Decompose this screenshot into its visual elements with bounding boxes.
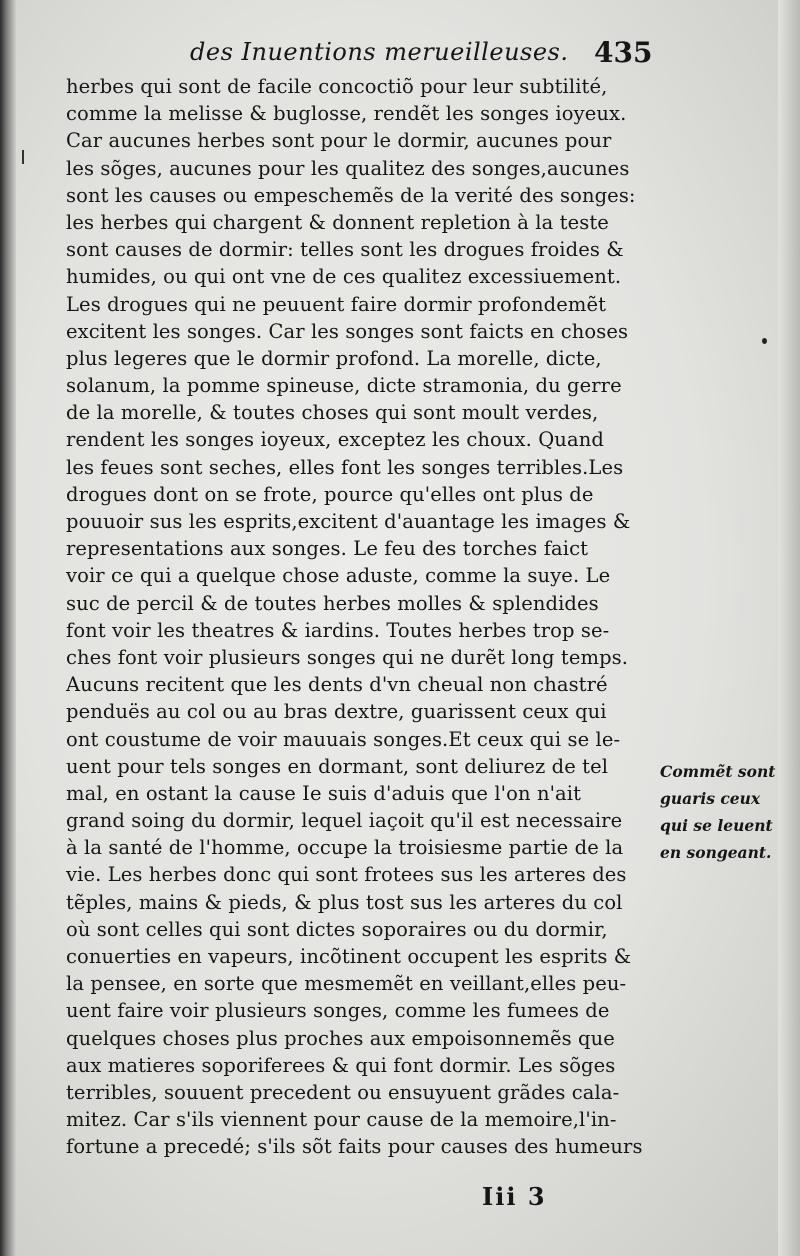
text-line: voir ce qui a quelque chose aduste, comme la suye. Le — [66, 564, 611, 588]
body-text — [66, 73, 656, 1161]
text-line: plus legeres que le dormir profond. La morelle, dicte, — [66, 346, 602, 370]
text-line: rendent les songes ioyeux, exceptez les choux. Quand — [66, 428, 604, 452]
margin-note — [660, 758, 775, 866]
text-line: tẽples, mains & pieds, & plus tost sus les arteres du col — [66, 890, 623, 914]
text-line: font voir les theatres & iardins. Toutes herbes trop se- — [66, 618, 610, 642]
page-gutter-shadow — [0, 0, 16, 1256]
text-line: à la santé de l'homme, occupe la troisiesme partie de la — [66, 836, 624, 860]
text-line: Les drogues qui ne peuuent faire dormir profondemẽt — [66, 292, 607, 316]
text-line: suc de percil & de toutes herbes molles & splendides — [66, 591, 599, 615]
text-line: mitez. Car s'ils viennent pour cause de la memoire,l'in- — [66, 1108, 617, 1132]
text-line: herbes qui sont de facile concoctiõ pour leur subtilité, — [66, 75, 608, 98]
page-number: 435 — [594, 36, 653, 69]
text-line: humides, ou qui ont vne de ces qualitez excessiuement. — [66, 265, 622, 289]
page-edge — [778, 0, 800, 1256]
text-line: les sõges, aucunes pour les qualitez des songes,aucunes — [66, 156, 630, 180]
text-line: Aucuns recitent que les dents d'vn cheual non chastré — [66, 673, 608, 697]
text-line: sont les causes ou empeschemẽs de la verité des songes: — [66, 183, 636, 207]
text-line: grand soing du dormir, lequel iaçoit qu'il est necessaire — [66, 809, 623, 833]
signature-mark: Iii 3 — [482, 1182, 547, 1211]
text-line: ont coustume de voir mauuais songes.Et ceux qui se le- — [66, 727, 621, 751]
text-line: terribles, souuent precedent ou ensuyuent grãdes cala- — [66, 1080, 620, 1104]
text-line: pouuoir sus les esprits,excitent d'auantage les images & — [66, 510, 631, 533]
text-line: comme la melisse & buglosse, rendẽt les songes ioyeux. — [66, 102, 627, 126]
text-line: conuerties en vapeurs, incõtinent occupent les esprits & — [66, 945, 632, 968]
text-line: representations aux songes. Le feu des torches faict — [66, 537, 589, 561]
text-line: uent faire voir plusieurs songes, comme les fumees de — [66, 999, 610, 1023]
ink-speck — [762, 338, 767, 344]
text-line: fortune a precedé; s'ils sõt faits pour causes des humeurs — [66, 1135, 643, 1159]
text-line: solanum, la pomme spineuse, dicte stramonia, du gerre — [66, 374, 622, 398]
text-line: penduës au col ou au bras dextre, guarissent ceux qui — [66, 700, 607, 724]
text-line: les feues sont seches, elles font les songes terribles.Les — [66, 455, 624, 479]
margin-note-line: en songeant. — [660, 843, 772, 862]
running-head: des Inuentions merueilleuses. — [190, 38, 569, 66]
text-line: quelques choses plus proches aux empoisonnemẽs que — [66, 1026, 615, 1050]
text-line: de la morelle, & toutes choses qui sont moult verdes, — [66, 401, 599, 425]
text-line: ches font voir plusieurs songes qui ne durẽt long temps. — [66, 645, 629, 669]
text-line: vie. Les herbes donc qui sont frotees sus les arteres des — [66, 863, 627, 887]
text-line: drogues dont on se frote, pource qu'elles ont plus de — [66, 482, 594, 506]
margin-note-line: guaris ceux — [660, 789, 761, 808]
text-line: uent pour tels songes en dormant, sont deliurez de tel — [66, 754, 609, 778]
text-line: sont causes de dormir: telles sont les drogues froides & — [66, 238, 624, 262]
text-line: Car aucunes herbes sont pour le dormir, aucunes pour — [66, 129, 612, 153]
text-line: où sont celles qui sont dictes soporaires ou du dormir, — [66, 917, 608, 941]
margin-mark — [22, 150, 24, 164]
text-line: les herbes qui chargent & donnent repletion à la teste — [66, 210, 609, 234]
text-line: la pensee, en sorte que mesmemẽt en veillant,elles peu- — [66, 972, 627, 996]
margin-note-line: qui se leuent — [660, 816, 773, 835]
text-line: aux matieres soporiferees & qui font dormir. Les sõges — [66, 1053, 616, 1077]
text-line: mal, en ostant la cause Ie suis d'aduis que l'on n'ait — [66, 781, 582, 805]
text-line: excitent les songes. Car les songes sont faicts en choses — [66, 319, 629, 343]
margin-note-line: Commẽt sont — [660, 762, 776, 781]
